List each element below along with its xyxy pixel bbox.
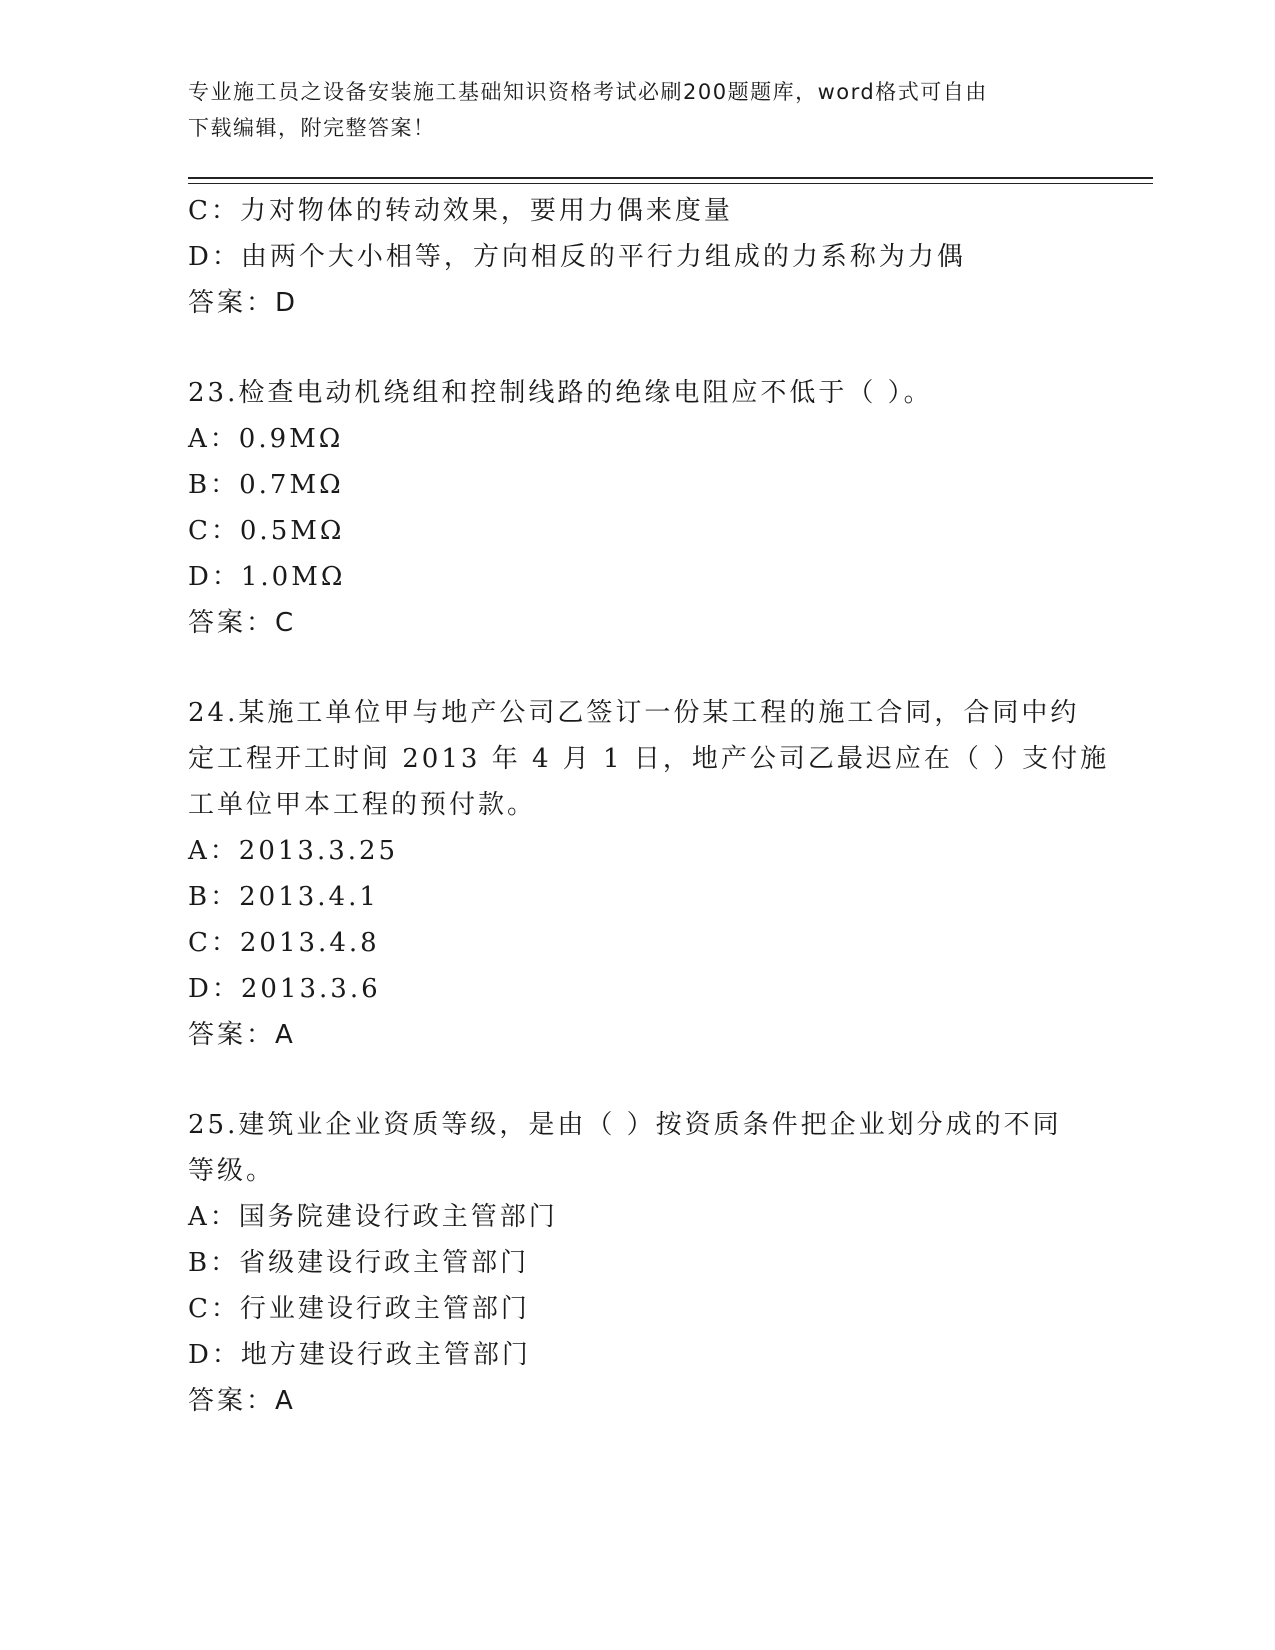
option-c: C：2013.4.8 bbox=[188, 928, 380, 958]
spacer bbox=[188, 1058, 1088, 1102]
option-d: D：由两个大小相等，方向相反的平行力组成的力系称为力偶 bbox=[188, 242, 966, 272]
question-24 bbox=[188, 690, 1110, 1058]
question-stem: 定工程开工时间 2013 年 4 月 1 日，地产公司乙最迟应在（ ）支付施 bbox=[188, 744, 1110, 774]
spacer bbox=[188, 326, 1088, 370]
question-stem: 24.某施工单位甲与地产公司乙签订一份某工程的施工合同，合同中约 bbox=[188, 698, 1080, 728]
document-header bbox=[188, 74, 1078, 146]
header-line-2: 下载编辑，附完整答案！ bbox=[188, 116, 436, 140]
option-a: A：国务院建设行政主管部门 bbox=[188, 1202, 558, 1232]
answer-line: 答案：A bbox=[188, 1020, 296, 1050]
option-c: C：力对物体的转动效果，要用力偶来度量 bbox=[188, 196, 733, 226]
question-stem: 23.检查电动机绕组和控制线路的绝缘电阻应不低于（ ）。 bbox=[188, 378, 933, 408]
option-a: A：0.9MΩ bbox=[188, 424, 344, 454]
question-25 bbox=[188, 1102, 1088, 1424]
header-line-1: 专业施工员之设备安装施工基础知识资格考试必刷200题题库，word格式可自由 bbox=[188, 80, 988, 104]
answer-line: 答案：D bbox=[188, 288, 299, 318]
option-d: D：2013.3.6 bbox=[188, 974, 381, 1004]
question-stem: 25.建筑业企业资质等级，是由（ ）按资质条件把企业划分成的不同 bbox=[188, 1110, 1062, 1140]
option-b: B：2013.4.1 bbox=[188, 882, 379, 912]
header-divider-thick bbox=[188, 177, 1153, 179]
question-stem: 工单位甲本工程的预付款。 bbox=[188, 790, 537, 820]
option-d: D：地方建设行政主管部门 bbox=[188, 1340, 531, 1370]
document-body bbox=[188, 188, 1110, 1424]
header-divider-thin bbox=[188, 183, 1153, 184]
answer-line: 答案：C bbox=[188, 608, 297, 638]
spacer bbox=[188, 646, 1088, 690]
question-stem: 等级。 bbox=[188, 1156, 276, 1186]
option-b: B：0.7MΩ bbox=[188, 470, 344, 500]
question-22-continued bbox=[188, 188, 1088, 326]
option-b: B：省级建设行政主管部门 bbox=[188, 1248, 530, 1278]
option-c: C：0.5MΩ bbox=[188, 516, 345, 546]
option-c: C：行业建设行政主管部门 bbox=[188, 1294, 530, 1324]
option-a: A：2013.3.25 bbox=[188, 836, 399, 866]
question-23 bbox=[188, 370, 1088, 646]
option-d: D：1.0MΩ bbox=[188, 562, 346, 592]
answer-line: 答案：A bbox=[188, 1386, 296, 1416]
